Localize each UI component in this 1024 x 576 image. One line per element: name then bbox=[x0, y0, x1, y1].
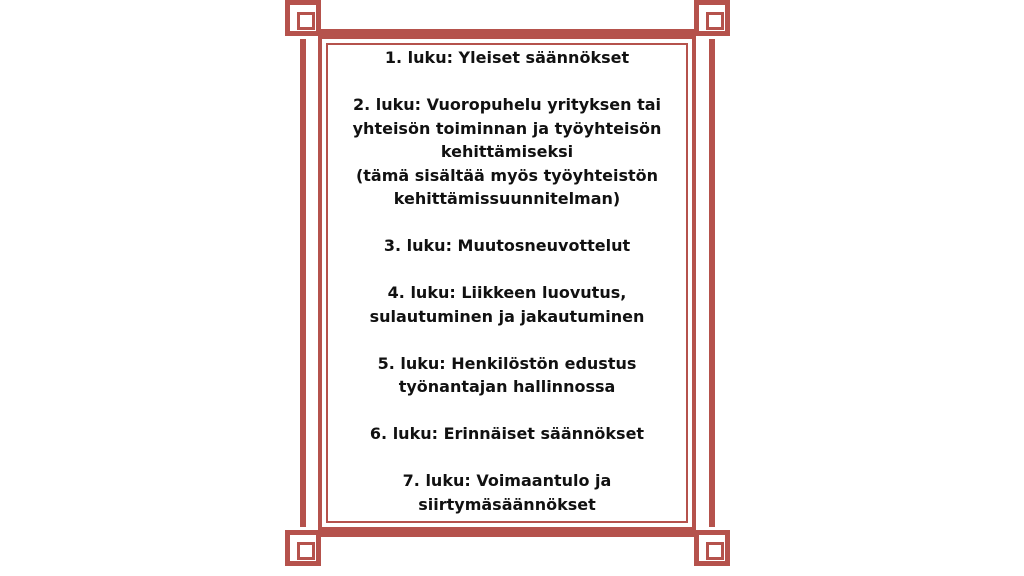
corner-ornament-bottom-left bbox=[285, 530, 321, 566]
chapter-4-line: 4. luku: Liikkeen luovutus, bbox=[387, 283, 627, 302]
chapter-3 bbox=[330, 234, 684, 258]
corner-ornament-bottom-right bbox=[694, 530, 730, 566]
chapter-1-line: 1. luku: Yleiset säännökset bbox=[384, 48, 630, 67]
chapter-2-line: kehittämissuunnitelman) bbox=[393, 189, 621, 208]
corner-ornament-inner-square bbox=[706, 542, 724, 560]
chapter-1 bbox=[330, 46, 684, 70]
chapter-5-line: työnantajan hallinnossa bbox=[398, 377, 616, 396]
corner-ornament-inner-square bbox=[706, 12, 724, 30]
chapter-4 bbox=[330, 281, 684, 328]
chapter-6-line: 6. luku: Erinnäiset säännökset bbox=[369, 424, 645, 443]
corner-ornament-inner-square bbox=[297, 12, 315, 30]
corner-ornament-top-right bbox=[694, 0, 730, 36]
frame-bottom-rail bbox=[319, 531, 695, 537]
chapter-2-line: yhteisön toiminnan ja työyhteisön bbox=[352, 118, 662, 138]
chapter-7-line: 7. luku: Voimaantulo ja bbox=[402, 471, 612, 490]
chapter-5-line: 5. luku: Henkilöstön edustus bbox=[377, 353, 637, 373]
frame-left-rail bbox=[300, 39, 306, 527]
chapter-7 bbox=[330, 469, 684, 516]
chapter-2 bbox=[330, 93, 684, 211]
chapter-3-line: 3. luku: Muutosneuvottelut bbox=[383, 236, 631, 255]
corner-ornament-top-left bbox=[285, 0, 321, 36]
corner-ornament-inner-square bbox=[297, 542, 315, 560]
chapter-7-line: siirtymäsäännökset bbox=[418, 494, 596, 514]
frame-right-rail bbox=[709, 39, 715, 527]
chapter-6 bbox=[330, 422, 684, 446]
chapter-list bbox=[330, 46, 684, 516]
chapter-2-line: (tämä sisältää myös työyhteistön bbox=[355, 165, 659, 185]
chapter-2-line: 2. luku: Vuoropuhelu yrityksen tai bbox=[352, 95, 662, 114]
chapter-4-line: sulautuminen ja jakautuminen bbox=[369, 306, 645, 326]
chapter-5 bbox=[330, 352, 684, 399]
chapter-2-line: kehittämiseksi bbox=[440, 142, 574, 161]
